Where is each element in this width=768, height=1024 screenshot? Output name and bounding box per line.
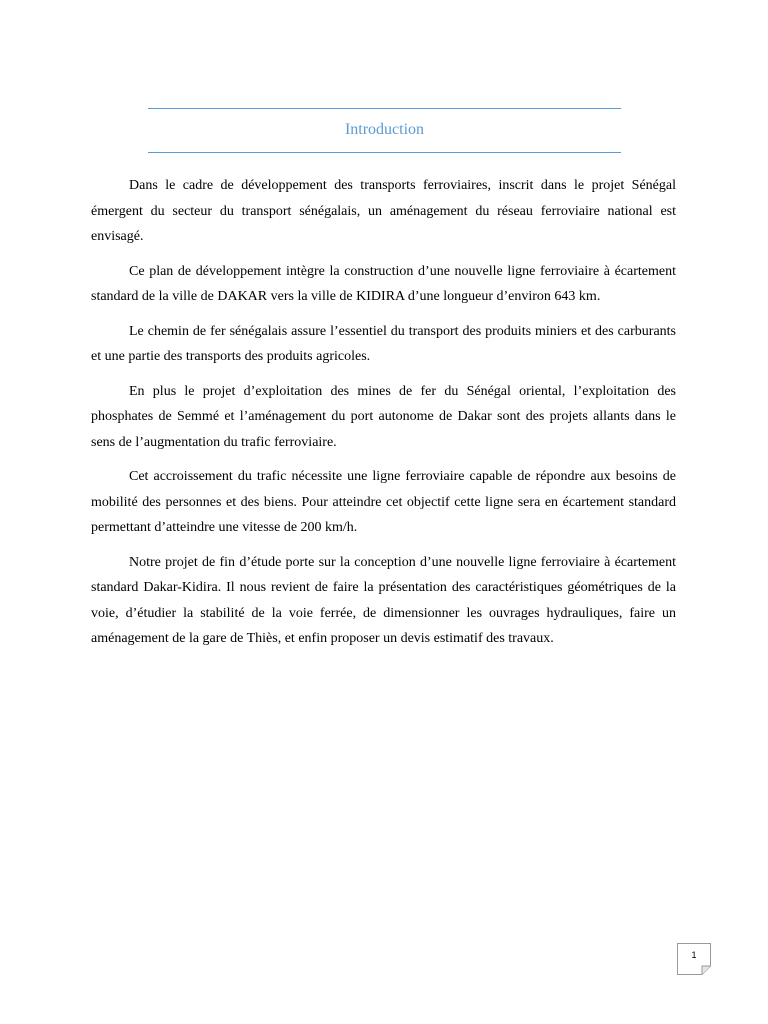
paragraph-4: En plus le projet d’exploitation des mines de fer du Sénégal oriental, l’exploitation des phosphates de Semmé et l’aménagement du port autonome de Dakar sont des projets allants dans le sens de l’augmentation du trafic ferroviaire. bbox=[91, 383, 676, 450]
heading-bottom-rule bbox=[148, 152, 621, 153]
heading-block bbox=[148, 108, 621, 154]
paragraph-6: Notre projet de fin d’étude porte sur la conception d’une nouvelle ligne ferroviaire à écartement standard Dakar-Kidira. Il nous revient de faire la présentation des caractéristiques géométriques de la voie, d’étudier la stabilité de la voie ferrée, de dimensionner les ouvrages hydrauliques, faire un aménagement de la gare de Thiès, et enfin proposer un devis estimatif des travaux. bbox=[91, 554, 676, 646]
page-title: Introduction bbox=[344, 121, 425, 138]
paragraph-5: Cet accroissement du trafic nécessite une ligne ferroviaire capable de répondre aux besoins de mobilité des personnes et des biens. Pour atteindre cet objectif cette ligne sera en écartement standard permettant d’atteindre une vitesse de 200 km/h. bbox=[91, 469, 676, 535]
paragraph-1: Dans le cadre de développement des transports ferroviaires, inscrit dans le projet Sénégal émergent du secteur du transport sénégalais, un aménagement du réseau ferroviaire national est envisagé. bbox=[91, 178, 676, 244]
page-number-badge bbox=[677, 943, 711, 975]
page-number: 1 bbox=[691, 950, 697, 960]
body-text bbox=[91, 173, 676, 661]
paragraph-3: Le chemin de fer sénégalais assure l’essentiel du transport des produits miniers et des carburants et une partie des transports des produits agricoles. bbox=[91, 323, 676, 364]
paragraph-2: Ce plan de développement intègre la construction d’une nouvelle ligne ferroviaire à écartement standard de la ville de DAKAR vers la ville de KIDIRA d’une longueur d’environ 643 km. bbox=[91, 263, 676, 304]
heading-top-rule bbox=[148, 108, 621, 109]
